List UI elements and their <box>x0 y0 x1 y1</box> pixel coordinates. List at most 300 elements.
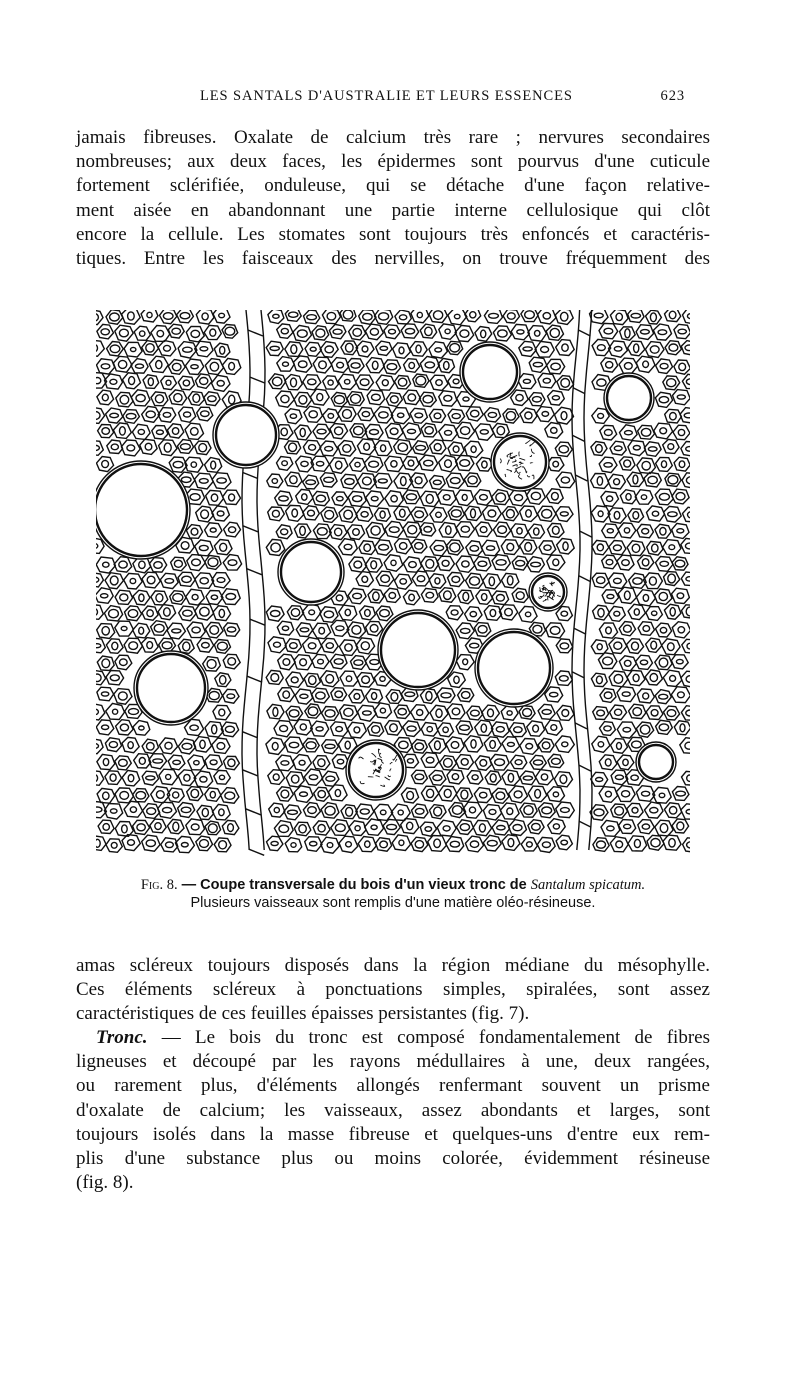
fibre-lumen <box>128 775 134 782</box>
fibre-lumen <box>120 724 128 731</box>
fibre-cell <box>221 788 239 804</box>
fibre-lumen <box>615 709 622 715</box>
fibre-cell <box>638 425 655 439</box>
fibre-lumen <box>380 810 386 815</box>
fibre-cell <box>608 573 627 589</box>
fibre-cell <box>655 524 671 538</box>
fibre-lumen <box>210 329 216 336</box>
fibre-lumen <box>686 477 690 484</box>
fibre-cell <box>266 670 283 684</box>
fibre-cell <box>365 819 384 835</box>
fibre-lumen <box>289 443 297 451</box>
fibre-lumen <box>513 825 522 831</box>
fibre-lumen <box>446 526 451 534</box>
fibre-lumen <box>550 328 559 337</box>
fibre-lumen <box>632 544 640 552</box>
fibre-lumen <box>534 528 539 535</box>
fibre-lumen <box>444 361 449 369</box>
fibre-lumen <box>336 727 343 732</box>
fibre-cell <box>366 491 384 507</box>
fibre-cell <box>97 687 114 701</box>
fibre-lumen <box>425 362 434 368</box>
fibre-lumen <box>172 363 181 370</box>
fibre-lumen <box>415 774 424 780</box>
fibre-lumen <box>425 427 433 434</box>
fibre-cell <box>168 755 185 770</box>
fibre-lumen <box>454 676 459 683</box>
fibre-lumen <box>110 345 120 353</box>
text-line <box>76 1026 710 1050</box>
fibre-lumen <box>462 692 470 699</box>
fibre-lumen <box>487 546 495 550</box>
fibre-lumen <box>382 380 388 386</box>
fibre-lumen <box>614 675 623 684</box>
fibre-cell <box>446 473 464 488</box>
fibre-lumen <box>642 461 650 470</box>
fibre-cell <box>557 539 575 555</box>
fibre-cell <box>303 738 319 751</box>
fibre-cell <box>224 623 240 636</box>
fibre-lumen <box>110 809 117 813</box>
fibre-cell <box>356 375 374 390</box>
fibre-lumen <box>669 344 678 351</box>
fibre-lumen <box>346 343 354 352</box>
fibre-lumen <box>490 609 496 616</box>
fibre-cell <box>375 540 393 555</box>
paragraph-leaf-anatomy <box>76 126 710 271</box>
fibre-lumen <box>353 529 360 536</box>
fibre-lumen <box>598 742 604 747</box>
fibre-lumen <box>306 480 316 485</box>
fibre-cell <box>331 358 349 373</box>
ray-cross-wall <box>579 765 591 771</box>
fibre-cell <box>115 621 134 636</box>
fibre-lumen <box>434 839 441 847</box>
fibre-lumen <box>488 510 496 517</box>
fibre-lumen <box>219 313 225 317</box>
fibre-cell <box>429 310 447 323</box>
fibre-cell <box>502 835 520 851</box>
fibre-lumen <box>290 476 297 484</box>
fibre-cell <box>456 522 474 538</box>
fibre-lumen <box>454 314 460 318</box>
fibre-cell <box>285 409 302 424</box>
ray-cross-wall <box>242 732 257 738</box>
fibre-lumen <box>461 628 470 633</box>
fibre-cell <box>673 390 691 405</box>
fibre-cell <box>105 771 122 785</box>
fibre-lumen <box>470 841 478 847</box>
fibre-lumen <box>371 526 380 535</box>
fibre-lumen <box>553 824 559 829</box>
fibre-cell <box>149 754 167 769</box>
fibre-lumen <box>553 461 559 467</box>
fibre-cell <box>383 819 400 834</box>
fibre-lumen <box>181 843 188 847</box>
fibre-cell <box>637 689 654 703</box>
fibre-lumen <box>354 727 360 733</box>
fibre-cell <box>330 458 348 474</box>
fibre-cell <box>656 359 673 374</box>
fibre-cell <box>429 409 445 422</box>
fibre-lumen <box>641 495 646 500</box>
fibre-lumen <box>372 361 378 369</box>
fibre-lumen <box>372 693 377 700</box>
fibre-lumen <box>360 379 369 386</box>
fibre-lumen <box>542 742 550 749</box>
fibre-lumen <box>192 559 201 566</box>
fibre-lumen <box>668 643 675 651</box>
fibre-lumen <box>166 842 174 848</box>
ray-cross-wall <box>579 576 591 582</box>
fibre-cell <box>627 639 644 654</box>
fibre-lumen <box>685 543 690 549</box>
fibre-cell <box>124 573 143 589</box>
fibre-cell <box>312 654 329 669</box>
fibre-cell <box>446 606 463 620</box>
fibre-lumen <box>542 412 549 417</box>
fibre-lumen <box>443 826 450 831</box>
fibre-cell <box>349 689 365 703</box>
fibre-cell <box>392 835 410 851</box>
fibre-cell <box>303 375 321 390</box>
fibre-lumen <box>333 329 342 334</box>
fibre-lumen <box>365 841 370 847</box>
fibre-lumen <box>489 809 496 814</box>
fibre-lumen <box>370 430 379 435</box>
fibre-lumen <box>490 774 496 782</box>
fibre-lumen <box>139 726 144 730</box>
fibre-cell <box>519 606 537 622</box>
fibre-cell <box>411 705 429 720</box>
fibre-lumen <box>550 692 558 696</box>
fibre-cell <box>502 737 520 753</box>
fibre-cell <box>598 653 617 669</box>
fibre-lumen <box>337 496 344 500</box>
fibre-lumen <box>616 313 622 320</box>
fibre-lumen <box>147 610 153 617</box>
fibre-cell <box>286 672 304 687</box>
fibre-lumen <box>416 376 426 385</box>
fibre-lumen <box>371 561 377 569</box>
fibre-lumen <box>316 495 325 502</box>
fibre-lumen <box>648 476 657 483</box>
fibre-lumen <box>596 676 602 684</box>
fibre-lumen <box>271 543 280 552</box>
fibre-cell <box>619 358 638 374</box>
fibre-lumen <box>120 659 128 666</box>
fibre-lumen <box>507 543 514 550</box>
fibre-lumen <box>552 396 559 400</box>
fibre-cell <box>493 326 511 341</box>
fibre-lumen <box>505 608 513 615</box>
fibre-lumen <box>687 775 690 781</box>
paragraph-sclereids <box>76 954 710 1027</box>
fibre-cell <box>465 441 483 457</box>
fibre-lumen <box>451 742 459 749</box>
fibre-cell <box>466 541 483 556</box>
fibre-cell <box>483 805 501 821</box>
fibre-cell <box>223 654 240 669</box>
fibre-lumen <box>686 810 690 814</box>
fibre-lumen <box>291 345 297 354</box>
fibre-lumen <box>561 477 569 483</box>
fibre-lumen <box>677 395 685 399</box>
fibre-lumen <box>346 842 352 847</box>
fibre-cell <box>484 310 502 323</box>
fibre-lumen <box>614 347 622 352</box>
fibre-cell <box>142 572 160 588</box>
fibre-lumen <box>191 528 198 535</box>
running-head <box>200 88 685 108</box>
fibre-cell <box>312 688 330 703</box>
fibre-lumen <box>217 511 224 516</box>
fibre-lumen <box>669 807 676 815</box>
fibre-cell <box>322 707 339 721</box>
fibre-cell <box>116 720 134 735</box>
fibre-cell <box>185 423 204 439</box>
fibre-cell <box>321 837 340 853</box>
fibre-lumen <box>670 676 676 682</box>
fibre-lumen <box>679 363 686 370</box>
fibre-cell <box>475 490 493 506</box>
fibre-lumen <box>436 512 442 517</box>
fibre-lumen <box>597 477 602 486</box>
fibre-lumen <box>517 330 524 334</box>
fibre-cell <box>394 506 411 520</box>
fibre-lumen <box>470 312 476 318</box>
fibre-lumen <box>362 346 368 352</box>
fibre-cell <box>663 835 681 850</box>
fibre-lumen <box>514 791 522 798</box>
fibre-cell <box>303 475 319 489</box>
fibre-cell <box>115 756 132 770</box>
fibre-lumen <box>219 709 225 716</box>
fibre-lumen <box>281 428 287 436</box>
fibre-lumen <box>515 760 522 765</box>
fibre-cell <box>134 326 150 340</box>
fibre-lumen <box>633 578 642 584</box>
fibre-cell <box>104 606 122 621</box>
fibre-lumen <box>614 479 620 485</box>
fibre-lumen <box>624 660 631 666</box>
fibre-lumen <box>283 691 290 698</box>
fibre-cell <box>439 455 458 472</box>
fibre-cell <box>287 606 303 620</box>
fibre-cell <box>115 822 133 837</box>
fibre-cell <box>610 705 627 720</box>
fibre-lumen <box>525 412 532 419</box>
fibre-lumen <box>453 446 459 452</box>
fibre-lumen <box>199 479 208 484</box>
fibre-cell <box>133 590 150 605</box>
fibre-lumen <box>632 741 642 748</box>
fibre-lumen <box>354 694 360 700</box>
fibre-cell <box>638 622 654 636</box>
fibre-lumen <box>211 494 217 501</box>
fibre-cell <box>96 573 103 587</box>
fibre-cell <box>592 736 610 752</box>
fibre-lumen <box>200 607 209 616</box>
fibre-cell <box>393 343 411 359</box>
fibre-cell <box>142 771 158 785</box>
fibre-cell <box>637 590 656 606</box>
ray-cross-wall <box>573 388 585 394</box>
fibre-cell <box>547 359 565 374</box>
fibre-cell <box>529 393 545 406</box>
fibre-cell <box>483 506 502 522</box>
fibre-lumen <box>563 542 568 550</box>
fibre-cell <box>383 360 400 374</box>
fibre-cell <box>528 326 547 342</box>
fibre-lumen <box>371 825 377 829</box>
fibre-lumen <box>96 412 100 420</box>
fibre-lumen <box>345 741 350 749</box>
fibre-cell <box>276 755 294 771</box>
fibre-lumen <box>96 744 99 749</box>
fibre-cell <box>212 506 230 521</box>
fibre-cell <box>601 491 619 506</box>
fibre-cell <box>214 770 231 784</box>
fibre-lumen <box>597 345 605 351</box>
fibre-cell <box>223 689 239 703</box>
fibre-cell <box>365 558 382 573</box>
fibre-lumen <box>533 725 539 732</box>
figure-species: Santalum spicatum. <box>530 877 646 893</box>
fibre-cell <box>357 473 376 489</box>
fibre-lumen <box>279 825 289 832</box>
fibre-lumen <box>146 411 155 418</box>
fibre-cell <box>295 689 313 704</box>
fibre-lumen <box>659 592 667 600</box>
fibre-cell <box>374 441 392 456</box>
fibre-cell <box>484 408 500 422</box>
fibre-cell <box>313 821 330 835</box>
fibre-cell <box>404 359 420 373</box>
fibre-lumen <box>139 594 144 601</box>
fibre-lumen <box>415 808 424 814</box>
figure-wood-cross-section <box>96 310 690 858</box>
fibre-lumen <box>633 475 638 484</box>
fibre-lumen <box>401 477 407 486</box>
fibre-lumen <box>685 345 690 351</box>
fibre-lumen <box>399 840 404 845</box>
fibre-cell <box>329 525 347 540</box>
fibre-cell <box>476 457 492 471</box>
fibre-lumen <box>219 609 224 617</box>
fibre-cell <box>608 508 626 523</box>
fibre-cell <box>313 424 330 439</box>
fibre-cell <box>331 722 348 737</box>
fibre-cell <box>122 835 140 851</box>
fibre-lumen <box>615 807 624 815</box>
fibre-cell <box>366 621 383 635</box>
fibre-cell <box>269 374 286 389</box>
fibre-lumen <box>308 707 317 716</box>
fibre-cell <box>663 376 680 390</box>
fibre-cell <box>205 622 223 638</box>
fibre-cell <box>356 341 374 357</box>
fibre-cell <box>602 555 618 569</box>
fibre-lumen <box>496 560 506 565</box>
vessel-outer-wall <box>278 539 344 605</box>
fibre-cell <box>96 704 105 720</box>
fibre-lumen <box>164 345 171 351</box>
fibre-lumen <box>208 558 218 567</box>
fibre-lumen <box>407 791 414 799</box>
fibre-cell <box>97 390 114 405</box>
fibre-lumen <box>316 461 323 466</box>
fibre-cell <box>492 788 509 803</box>
fibre-cell <box>430 375 448 390</box>
fibre-cell <box>464 473 481 487</box>
fibre-cell <box>340 671 358 686</box>
fibre-cell <box>339 506 357 522</box>
fibre-cell <box>662 639 681 655</box>
fibre-cell <box>347 359 364 374</box>
text-line: ment aisée en abandonnant une partie interne cellulosique qui clôt <box>76 199 710 221</box>
fibre-lumen <box>451 610 458 615</box>
fibre-lumen <box>273 314 279 318</box>
fibre-lumen <box>640 725 649 734</box>
ray-cross-wall <box>246 809 261 815</box>
fibre-lumen <box>190 494 200 501</box>
fibre-lumen <box>462 494 467 500</box>
fibre-lumen <box>597 379 606 386</box>
fibre-lumen <box>632 642 639 650</box>
fibre-lumen <box>498 526 507 533</box>
vessel-outer-wall <box>636 742 676 782</box>
text-line-rest: — Le bois du tronc est composé fondamentalement de fibres <box>161 1027 710 1048</box>
fibre-cell <box>430 507 447 522</box>
fibre-lumen <box>164 443 171 452</box>
fibre-lumen <box>281 395 289 402</box>
fibre-cell <box>619 656 636 671</box>
fibre-lumen <box>452 414 460 419</box>
fibre-lumen <box>181 542 189 550</box>
fibre-lumen <box>442 560 449 566</box>
fibre-lumen <box>604 692 612 699</box>
fibre-cell <box>674 457 690 471</box>
fibre-lumen <box>670 608 675 616</box>
running-head-title: LES SANTALS D'AUSTRALIE ET LEURS ESSENCES <box>200 88 573 104</box>
fibre-cell <box>143 804 160 819</box>
fibre-cell <box>535 341 554 357</box>
fibre-cell <box>475 720 493 735</box>
fibre-cell <box>195 540 213 556</box>
fibre-cell <box>107 440 123 454</box>
fibre-lumen <box>291 609 299 617</box>
fibre-cell <box>341 474 358 489</box>
fibre-lumen <box>289 312 298 317</box>
fibre-lumen <box>163 313 173 320</box>
fibre-cell <box>439 786 457 801</box>
fibre-lumen <box>225 726 234 732</box>
fibre-lumen <box>184 412 191 417</box>
fibre-cell <box>149 558 166 573</box>
fibre-lumen <box>482 594 487 601</box>
fibre-lumen <box>173 792 179 798</box>
fibre-lumen <box>561 808 570 813</box>
fibre-lumen <box>507 711 512 715</box>
fibre-cell <box>133 820 150 834</box>
fibre-lumen <box>660 824 668 833</box>
fibre-cell <box>499 605 517 620</box>
fibre-cell <box>205 755 222 770</box>
fibre-cell <box>475 424 494 440</box>
fibre-lumen <box>460 460 470 467</box>
fibre-cell <box>178 572 195 586</box>
